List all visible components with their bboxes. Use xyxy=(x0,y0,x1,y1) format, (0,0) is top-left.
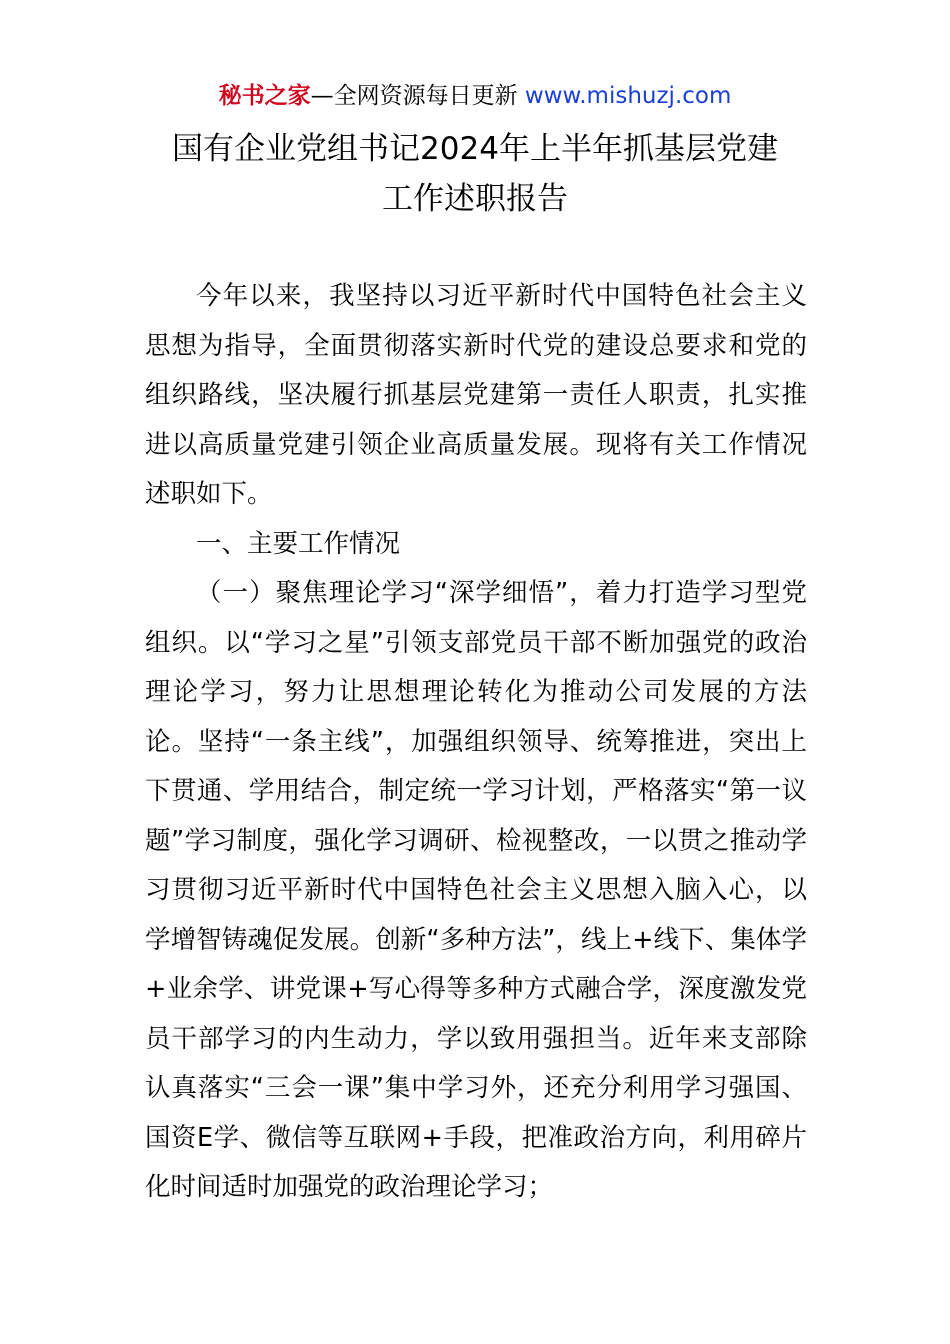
brand-name: 秘书之家 xyxy=(218,83,311,109)
title-line-1: 国有企业党组书记2024年上半年抓基层党建 xyxy=(172,131,778,167)
title-line-2: 工作述职报告 xyxy=(382,181,568,217)
document-body xyxy=(145,272,807,1213)
body-paragraph: （一）聚焦理论学习“深学细悟”，着力打造学习型党组织。以“学习之星”引领支部党员干部不断加强党的政治理论学习，努力让思想理论转化为推动公司发展的方法论。坚持“一条主线”，加强组织领导、统筹推进，突出上下贯通、学用结合，制定统一学习计划，严格落实“第一议题”学习制度，强化学习调研、检视整改，一以贯之推动学习贯彻习近平新时代中国特色社会主义思想入脑入心，以学增智铸魂促发展。创新“多种方法”，线上+线下、集体学+业余学、讲党课+写心得等多种方式融合学，深度激发党员干部学习的内生动力，学以致用强担当。近年来支部除认真落实“三会一课”集中学习外，还充分利用学习强国、国资E学、微信等互联网+手段，把准政治方向，利用碎片化时间适时加强党的政治理论学习； xyxy=(145,578,807,1202)
site-header xyxy=(0,80,950,112)
document-title xyxy=(0,124,950,224)
intro-paragraph: 今年以来，我坚持以习近平新时代中国特色社会主义思想为指导，全面贯彻落实新时代党的建设总要求和党的组织路线，坚决履行抓基层党建第一责任人职责，扎实推进以高质量党建引领企业高质量发展。现将有关工作情况述职如下。 xyxy=(145,281,807,509)
site-url-link[interactable]: www.mishuzj.com xyxy=(524,83,732,109)
header-tagline: —全网资源每日更新 xyxy=(310,83,525,109)
section-heading: 一、主要工作情况 xyxy=(196,528,401,559)
